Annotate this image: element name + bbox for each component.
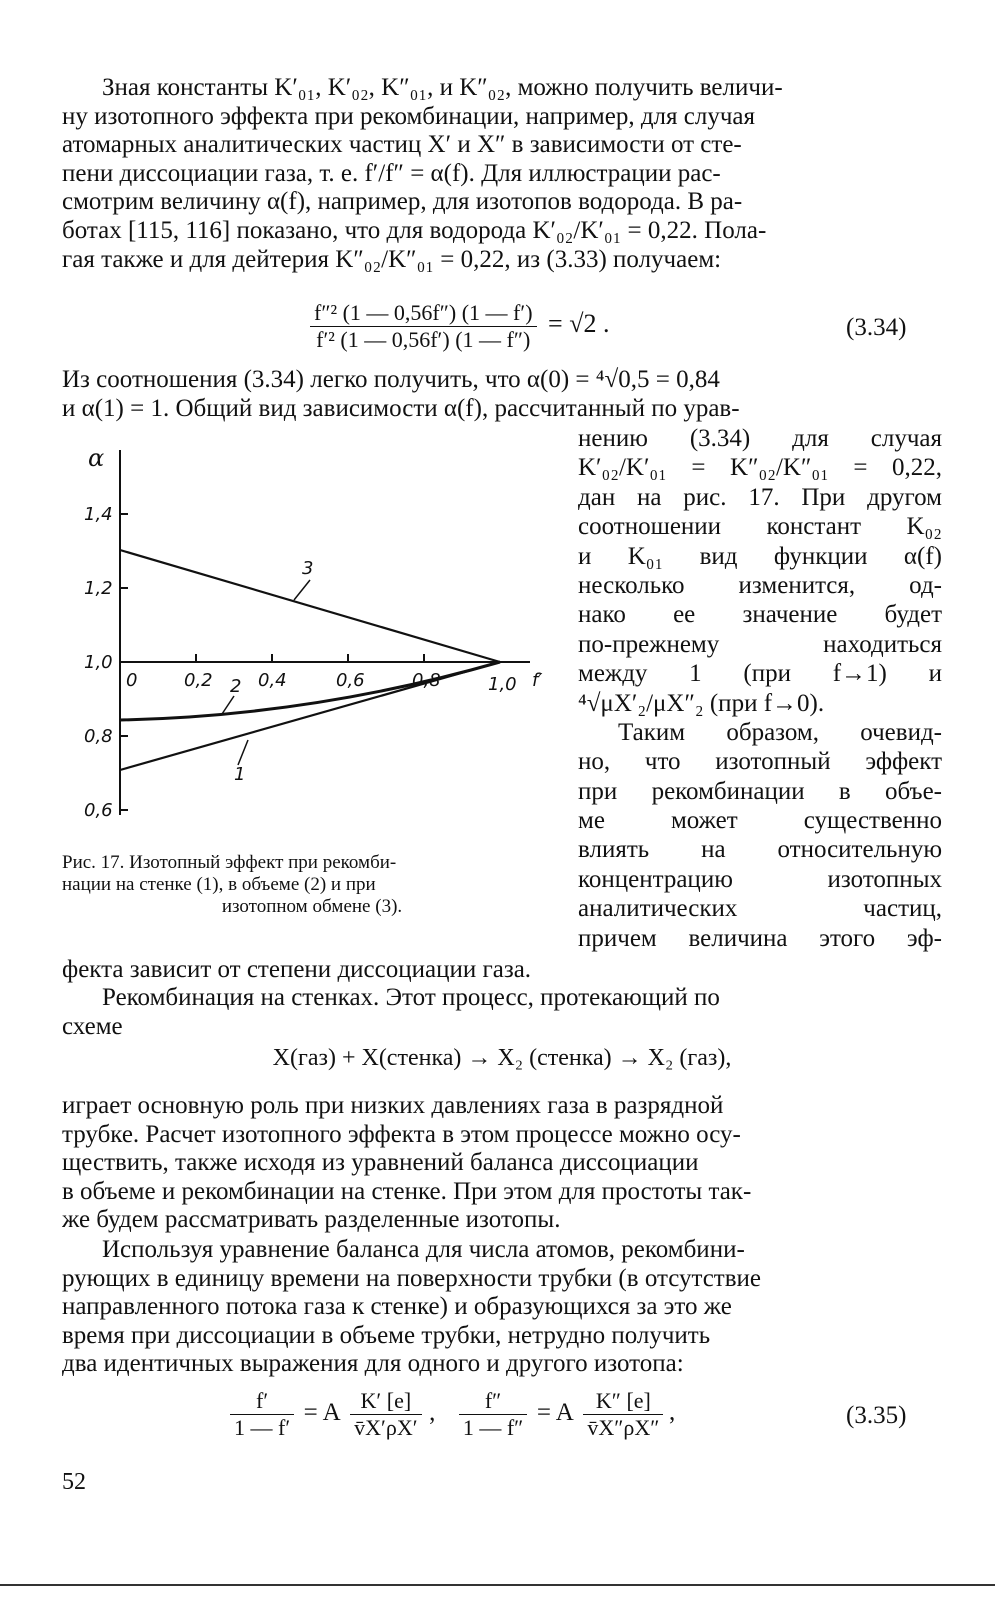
x-tick-label: 0,6 <box>336 670 365 691</box>
equation-numerator: f″ <box>459 1388 528 1415</box>
equation-fraction <box>350 1388 421 1441</box>
page-number: 52 <box>62 1469 86 1495</box>
equation-numerator: K″ [e] <box>583 1388 663 1415</box>
text-line: гая также и для дейтерия K″₀₂/K″₀₁ = 0,22, из (3.33) получаем: <box>62 245 722 273</box>
right-column-text <box>578 424 942 953</box>
label-leader <box>238 740 248 765</box>
reaction-scheme <box>62 1044 942 1073</box>
recombination-paragraph <box>62 984 942 1041</box>
text-line: атомарных аналитических частиц X′ и X″ в зависимости от сте- <box>62 131 742 159</box>
scheme-line: X(газ) + X(стенка) → X₂ (стенка) → X₂ (газ), <box>272 1045 732 1071</box>
text-line: аналитических частиц, <box>578 895 942 923</box>
label-leader <box>294 580 310 600</box>
top-paragraph <box>62 74 942 274</box>
text-line: концентрацию изотопных <box>578 865 942 893</box>
text-line: же будем рассматривать разделенные изотопы. <box>62 1206 561 1234</box>
caption-line: Рис. 17. Изотопный эффект при рекомби- <box>62 852 397 873</box>
text-line: дан на рис. 17. При другом <box>578 483 942 511</box>
equation-operator: = A <box>536 1398 574 1426</box>
curve-label: 2 <box>230 676 242 697</box>
paragraph-3 <box>62 1236 942 1379</box>
caption-line: изотопном обмене (3). <box>221 896 403 917</box>
text-line: несколько изменится, од- <box>578 571 942 599</box>
equation-operator: = A <box>303 1398 341 1426</box>
figure-17-graph <box>62 440 582 860</box>
text-line: при рекомбинации в объе- <box>578 777 942 805</box>
text-line: время при диссоциации в объеме трубки, нетрудно получить <box>62 1321 711 1349</box>
text-line: пени диссоциации газа, т. е. f′/f″ = α(f). Для иллюстрации рас- <box>62 159 721 187</box>
equation-fraction <box>583 1388 663 1441</box>
equation-denominator: f′² (1 — 0,56f′) (1 — f″) <box>316 327 531 352</box>
equation-denominator: v̄X′ρX′ <box>354 1415 418 1440</box>
mid-lines <box>62 366 942 423</box>
equation-numerator: f″² (1 — 0,56f″) (1 — f′) <box>310 300 537 327</box>
x-tick-label: 0,4 <box>258 670 287 691</box>
equation-fraction <box>310 300 537 353</box>
curve-label: 3 <box>302 558 314 579</box>
text-line: соотношении констант K₀₂ <box>578 513 942 541</box>
text-line: нению (3.34) для случая <box>578 425 942 452</box>
x-tick-label: 0,8 <box>412 670 441 691</box>
x-axis-label: f′ <box>532 670 543 691</box>
page-bottom-edge <box>0 1584 995 1586</box>
equation-denominator: 1 — f′ <box>234 1415 291 1440</box>
text-line: по-прежнему находиться <box>578 630 942 658</box>
curve-label: 1 <box>234 764 246 785</box>
equation-denominator: v̄X″ρX″ <box>587 1415 660 1440</box>
text-line: ществить, также исходя из уравнений баланса диссоциации <box>62 1149 699 1177</box>
text-line: Используя уравнение баланса для числа атомов, рекомбини- <box>102 1236 745 1263</box>
label-leader <box>222 696 234 714</box>
text-line: причем величина этого эф- <box>578 924 942 952</box>
text-line: и K₀₁ вид функции α(f) <box>578 542 942 570</box>
text-line: схеме <box>62 1012 123 1040</box>
equation-number: (3.34) <box>846 314 907 341</box>
caption-line: нации на стенке (1), в объеме (2) и при <box>62 874 376 895</box>
equation-3-35: $\frac{f'}{1 — f'}$ = A $\frac{K' [e]}{v̄X'\rho X'}$ , $\frac{f''}{1 — f''}$ = A $\frac{K'' [e]}{v̄X''\rho X''}$ , <box>230 1388 675 1441</box>
text-line: смотрим величину α(f), например, для изотопов водорода. В ра- <box>62 188 743 216</box>
text-line: ме может существенно <box>578 807 942 835</box>
text-line: Таким образом, очевид- <box>618 718 942 746</box>
text-line: Из соотношения (3.34) легко получить, что α(0) = ⁴√0,5 = 0,84 <box>62 366 720 393</box>
text-line: влиять на относительную <box>578 836 942 864</box>
text-line: K′₀₂/K′₀₁ = K″₀₂/K″₀₁ = 0,22, <box>578 454 942 482</box>
equation-rhs: = √2 . <box>548 308 610 338</box>
text-line: нако ее значение будет <box>578 601 942 629</box>
equation-fraction <box>230 1388 294 1441</box>
text-line: фекта зависит от степени диссоциации газа. <box>62 956 532 983</box>
text-line: ботах [115, 116] показано, что для водорода K′₀₂/K′₀₁ = 0,22. Пола- <box>62 216 767 244</box>
text-line: направленного потока газа к стенке) и образующихся за это же <box>62 1293 732 1321</box>
text-line: но, что изотопный эффект <box>578 748 942 776</box>
text-line: между 1 (при f→1) и <box>578 660 942 688</box>
equation-denominator: 1 — f″ <box>462 1415 524 1440</box>
x-tick-label: 0 <box>126 670 138 691</box>
paragraph-2 <box>62 1092 942 1235</box>
equation-number: (3.35) <box>846 1402 907 1429</box>
text-line: рующих в единицу времени на поверхности трубки (в отсутствие <box>62 1264 762 1292</box>
x-tick-label: 0,2 <box>184 670 213 691</box>
equation-3-34 <box>310 300 609 353</box>
text-line: два идентичных выражения для одного и другого изотопа: <box>62 1350 684 1378</box>
equation-fraction <box>459 1388 528 1441</box>
text-line: играет основную роль при низких давлениях газа в разрядной <box>62 1092 724 1119</box>
y-tick-label: 1,0 <box>84 652 113 673</box>
after-figure-line <box>62 956 942 985</box>
text-line: Рекомбинация на стенках. Этот процесс, протекающий по <box>102 984 720 1011</box>
y-tick-label: 0,6 <box>84 800 113 821</box>
equation-numerator: f′ <box>230 1388 294 1415</box>
text-line: трубке. Расчет изотопного эффекта в этом процессе можно осу- <box>62 1120 741 1148</box>
equation-numerator: K′ [e] <box>350 1388 421 1415</box>
text-line: Зная константы K′₀₁, K′₀₂, K″₀₁, и K″₀₂, можно получить величи- <box>102 74 783 101</box>
figure-caption <box>62 852 562 918</box>
text-line: в объеме и рекомбинации на стенке. При этом для простоты так- <box>62 1177 752 1205</box>
curve-2-volume <box>120 662 500 720</box>
text-line: ну изотопного эффекта при рекомбинации, например, для случая <box>62 102 756 130</box>
y-tick-label: 0,8 <box>84 726 113 747</box>
y-axis-label: α <box>88 444 105 472</box>
text-line: ⁴√μX′₂/μX″₂ (при f→0). <box>578 689 825 717</box>
y-tick-label: 1,2 <box>84 578 113 599</box>
x-tick-label: 1,0 <box>488 674 517 695</box>
y-tick-label: 1,4 <box>84 504 113 525</box>
text-line: и α(1) = 1. Общий вид зависимости α(f), рассчитанный по урав- <box>62 394 740 422</box>
